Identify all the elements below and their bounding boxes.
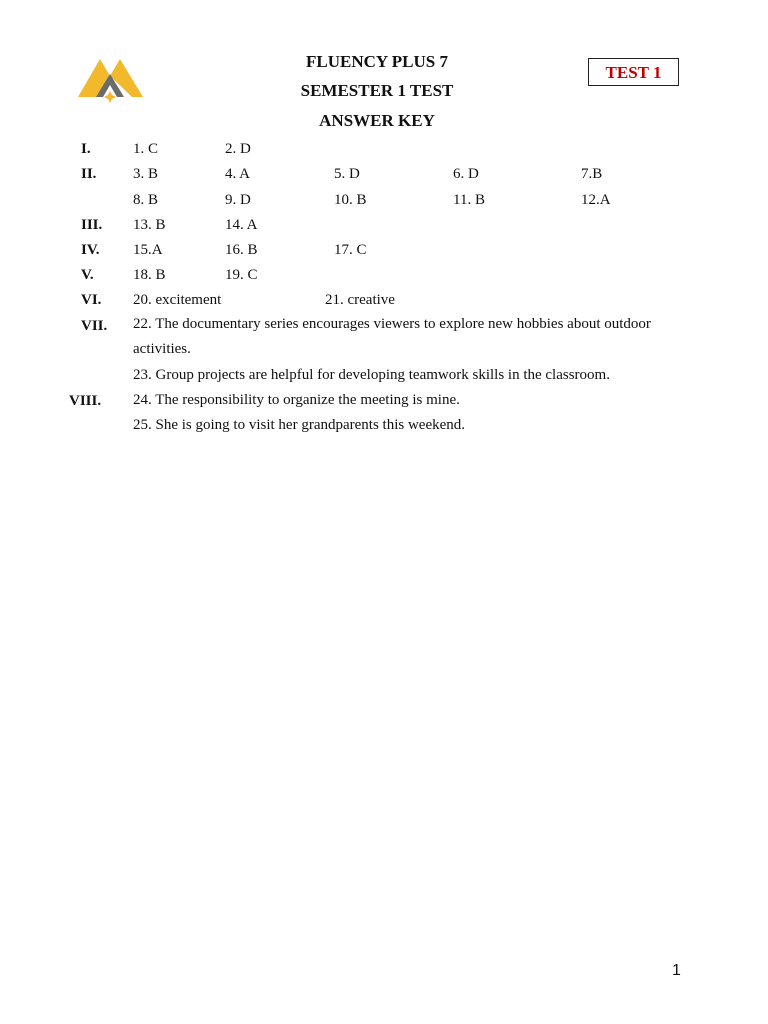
answer-8: 8. B: [133, 192, 159, 208]
section-label-vii: VII.: [81, 318, 108, 334]
page-number: 1: [672, 962, 681, 979]
answer-19: 19. C: [225, 267, 258, 283]
answer-7: 7.B: [581, 166, 603, 182]
answer-10: 10. B: [334, 192, 367, 208]
answer-1: 1. C: [133, 141, 159, 157]
logo: [74, 54, 146, 106]
answer-11: 11. B: [453, 192, 485, 208]
section-label-viii: VIII.: [69, 393, 102, 409]
document-subtitle: SEMESTER 1 TEST: [300, 81, 454, 100]
answer-3: 3. B: [133, 166, 159, 182]
section-label-ii: II.: [81, 166, 97, 182]
test-badge: TEST 1: [588, 58, 679, 86]
answer-9: 9. D: [225, 192, 251, 208]
answer-22: 22. The documentary series encourages viewers to explore new hobbies about outdoor activities.: [133, 316, 651, 357]
answer-key-heading: ANSWER KEY: [319, 111, 435, 130]
answer-25: 25. She is going to visit her grandparents this weekend.: [133, 417, 466, 433]
answer-24: 24. The responsibility to organize the meeting is mine.: [133, 392, 460, 408]
answer-15: 15.A: [133, 242, 163, 258]
section-label-iv: IV.: [81, 242, 100, 258]
section-label-iii: III.: [81, 217, 103, 233]
section-label-vi: VI.: [81, 292, 102, 308]
answer-13: 13. B: [133, 217, 166, 233]
answer-21: 21. creative: [325, 292, 395, 308]
answer-20: 20. excitement: [133, 292, 222, 308]
answer-2: 2. D: [225, 141, 251, 157]
answer-23: 23. Group projects are helpful for developing teamwork skills in the classroom.: [133, 367, 610, 383]
answer-12: 12.A: [581, 192, 611, 208]
answer-5: 5. D: [334, 166, 360, 182]
answer-4: 4. A: [225, 166, 251, 182]
section-label-v: V.: [81, 267, 94, 283]
answer-17: 17. C: [334, 242, 367, 258]
answer-16: 16. B: [225, 242, 258, 258]
answer-6: 6. D: [453, 166, 479, 182]
section-label-i: I.: [81, 141, 91, 157]
answer-14: 14. A: [225, 217, 258, 233]
document-title: FLUENCY PLUS 7: [306, 52, 448, 71]
answer-18: 18. B: [133, 267, 166, 283]
